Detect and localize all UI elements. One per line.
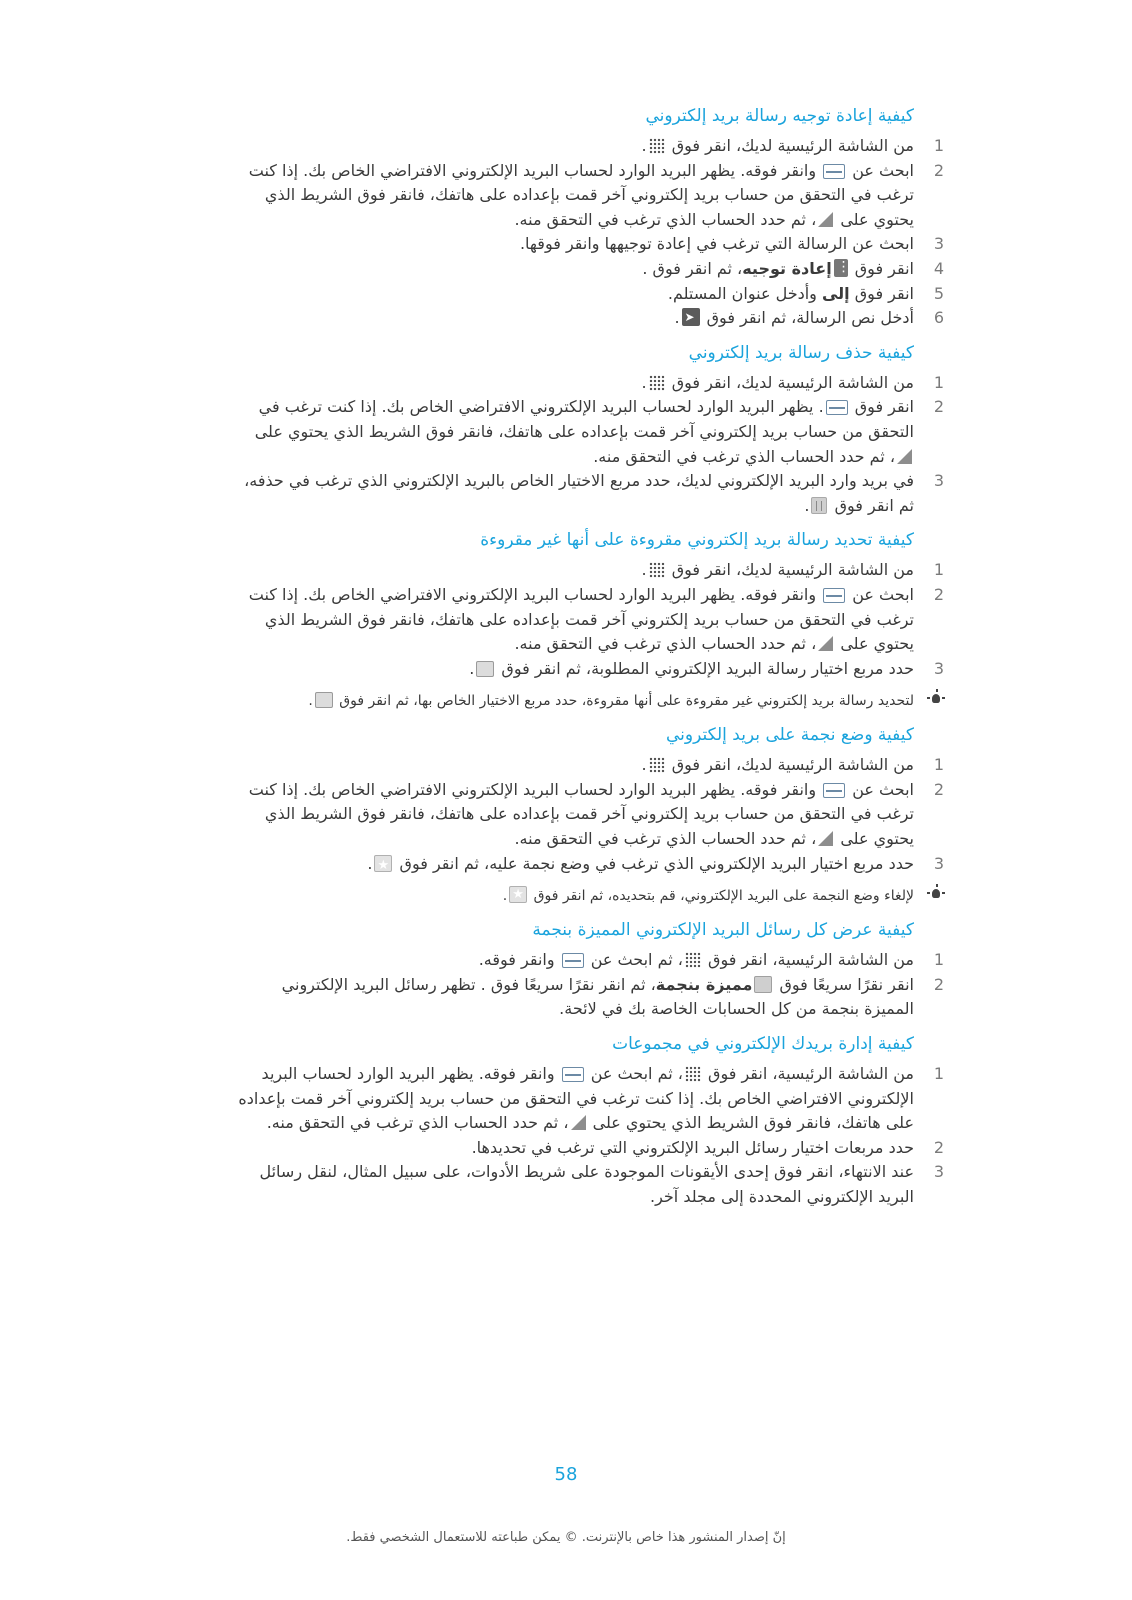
step-item [236, 852, 944, 877]
email-icon [823, 588, 845, 603]
step-text: لإلغاء وضع النجمة على البريد الإلكتروني، قم بتحديده، ثم انقر فوق [529, 888, 914, 905]
apps-grid-icon [649, 562, 665, 578]
triangle-icon [571, 1115, 586, 1130]
tip-note [218, 691, 914, 711]
step-list [236, 134, 944, 331]
step-item [236, 778, 944, 852]
step-item [236, 159, 944, 233]
step-text: ، ثم حدد الحساب الذي ترغب في التحقق منه. [514, 209, 817, 229]
lightbulb-icon [926, 689, 946, 709]
step-text: وانقر فوقه. [478, 950, 560, 970]
step-item [236, 371, 944, 396]
section-title: كيفية إدارة بريدك الإلكتروني في مجموعات [612, 1034, 914, 1055]
step-text: ابحث عن [847, 160, 914, 180]
step-number: 3 [933, 853, 944, 873]
step-text: وانقر فوقه. يظهر البريد الوارد لحساب البريد الإلكتروني الافتراضي الخاص بك. إذا كنت ترغب في التحقق من حساب بريد إلكتروني آخر قمت بإعداده على هاتفك، فانقر فوق الشريط الذي يحتوي على [248, 160, 914, 229]
step-text: . [641, 755, 647, 775]
email-icon [562, 953, 584, 968]
step-text: وانقر فوقه. يظهر البريد الوارد لحساب البريد الإلكتروني الافتراضي الخاص بك. إذا كنت ترغب في التحقق من حساب بريد إلكتروني آخر قمت بإعداده على هاتفك، فانقر فوق الشريط الذي يحتوي على [238, 1064, 914, 1133]
step-item [236, 1160, 944, 1209]
step-text: . [642, 258, 648, 278]
step-number: 2 [933, 160, 944, 180]
step-item [236, 558, 944, 583]
step-number: 2 [933, 584, 944, 604]
step-number: 3 [933, 234, 944, 254]
step-text: . تظهر رسائل البريد الإلكتروني المميزة بنجمة من كل الحسابات الخاصة بك في لائحة. [281, 974, 914, 1019]
step-text: وأدخل عنوان المستلم. [667, 283, 822, 303]
step-number: 3 [933, 1162, 944, 1182]
step-text: حدد مربع اختيار البريد الإلكتروني الذي ترغب في وضع نجمة عليه، ثم انقر فوق [394, 853, 914, 873]
howto-section [236, 528, 944, 681]
ui-label: إلى [821, 283, 850, 303]
step-list [236, 371, 944, 519]
howto-section [236, 104, 944, 331]
step-text: حدد مربعات اختيار رسائل البريد الإلكتروني التي ترغب في تحديدها. [471, 1137, 914, 1157]
apps-grid-icon [685, 1066, 701, 1082]
step-list [236, 558, 944, 681]
step-text: ، ثم حدد الحساب الذي ترغب في التحقق منه. [514, 634, 817, 654]
step-text: انقر فوق [849, 258, 914, 278]
step-list [236, 753, 944, 876]
step-text: من الشاشة الرئيسية، انقر فوق [702, 950, 914, 970]
step-number: 1 [933, 1064, 944, 1084]
step-text: . [641, 372, 647, 392]
step-number: 1 [933, 372, 944, 392]
step-number: 1 [933, 560, 944, 580]
howto-section [236, 918, 944, 1022]
apps-grid-icon [649, 757, 665, 773]
howto-section [236, 1032, 944, 1210]
section-title: كيفية تحديد رسالة بريد إلكتروني مقروءة على أنها غير مقروءة [480, 530, 914, 551]
step-number: 3 [933, 658, 944, 678]
step-item [236, 395, 944, 469]
step-item [236, 282, 944, 307]
step-item [236, 657, 944, 682]
section-title: كيفية إعادة توجيه رسالة بريد إلكتروني [645, 106, 914, 126]
footer-note: إنّ إصدار المنشور هذا خاص بالإنترنت. © يمكن طباعته للاستعمال الشخصي فقط. [346, 1530, 786, 1545]
star-off-icon [509, 886, 527, 903]
email-icon [826, 400, 848, 415]
step-item [236, 1062, 944, 1136]
step-item [236, 232, 944, 257]
step-text: وانقر فوقه. يظهر البريد الوارد لحساب البريد الإلكتروني الافتراضي الخاص بك. إذا كنت ترغب في التحقق من حساب بريد إلكتروني آخر قمت بإعداده على هاتفك، فانقر فوق الشريط الذي يحتوي على [248, 779, 914, 849]
email-icon [823, 164, 845, 179]
apps-grid-icon [649, 138, 665, 154]
triangle-icon [818, 831, 833, 846]
step-text: انقر فوق [849, 283, 914, 303]
step-text: ، ثم حدد الحساب الذي ترغب في التحقق منه. [514, 829, 817, 849]
page-number: 58 [554, 1464, 578, 1485]
step-number: 1 [933, 136, 944, 155]
step-item [236, 469, 944, 518]
step-text: من الشاشة الرئيسية لديك، انقر فوق [666, 136, 914, 155]
step-number: 1 [933, 950, 944, 970]
step-list [236, 1062, 944, 1210]
step-text: ، ثم انقر فوق [647, 258, 743, 278]
step-item [236, 134, 944, 159]
menu-icon [834, 259, 848, 277]
step-item [236, 948, 944, 973]
step-text: من الشاشة الرئيسية، انقر فوق [702, 1064, 914, 1084]
trash-icon [811, 497, 827, 514]
step-text: ، ثم انقر نقرًا سريعًا فوق [485, 974, 656, 994]
howto-section [236, 341, 944, 519]
envelope-icon [476, 661, 494, 677]
email-icon [562, 1067, 584, 1082]
lightbulb-icon [926, 884, 946, 904]
step-number: 3 [933, 471, 944, 491]
step-text: أدخل نص الرسالة، ثم انقر فوق [701, 308, 914, 328]
step-text: حدد مربع اختيار رسالة البريد الإلكتروني المطلوبة، ثم انقر فوق [496, 658, 914, 678]
step-number: 4 [933, 258, 944, 278]
step-number: 2 [933, 974, 944, 994]
triangle-icon [818, 636, 833, 651]
step-number: 2 [933, 779, 944, 799]
howto-section [236, 723, 944, 876]
step-item [236, 973, 944, 1022]
step-item [236, 753, 944, 778]
step-text: لتحديد رسالة بريد إلكتروني غير مقروءة على أنها مقروءة، حدد مربع الاختيار الخاص بها، ثم انقر فوق [334, 693, 914, 710]
apps-grid-icon [685, 952, 701, 968]
apps-grid-icon [649, 375, 665, 391]
step-text: . [367, 853, 373, 873]
section-title: كيفية عرض كل رسائل البريد الإلكتروني المميزة بنجمة [532, 920, 914, 941]
step-text: ، ثم ابحث عن [585, 950, 683, 970]
step-number: 2 [933, 1137, 944, 1157]
star-icon [374, 855, 392, 872]
step-number: 2 [933, 397, 944, 417]
step-text: . يظهر البريد الوارد لحساب البريد الإلكتروني الافتراضي الخاص بك. إذا كنت ترغب في التحقق من حساب بريد إلكتروني آخر قمت بإعداده على هاتفك، فانقر فوق الشريط الذي يحتوي على [254, 397, 914, 441]
ui-label: مميزة بنجمة [655, 974, 753, 994]
step-item [236, 1136, 944, 1161]
step-text: وانقر فوقه. يظهر البريد الوارد لحساب البريد الإلكتروني الافتراضي الخاص بك. إذا كنت ترغب في التحقق من حساب بريد إلكتروني آخر قمت بإعداده على هاتفك، فانقر فوق الشريط الذي يحتوي على [248, 584, 914, 654]
step-text: . [469, 658, 475, 678]
folder-icon [754, 976, 772, 993]
triangle-icon [897, 449, 912, 464]
page-content [236, 104, 944, 1220]
section-title: كيفية حذف رسالة بريد إلكتروني [688, 342, 914, 363]
step-text: . [804, 495, 810, 515]
step-item [236, 257, 944, 282]
step-text: انقر فوق [849, 397, 914, 417]
section-title: كيفية وضع نجمة على بريد إلكتروني [665, 725, 914, 746]
step-item [236, 306, 944, 331]
step-text: في بريد وارد البريد الإلكتروني لديك، حدد مربع الاختيار الخاص بالبريد الإلكتروني الذي ترغب في حذفه، ثم انقر فوق [244, 471, 914, 515]
tip-note [218, 886, 914, 906]
step-number: 6 [933, 308, 944, 328]
step-text: . [674, 308, 680, 328]
send-icon [682, 308, 700, 326]
step-text: من الشاشة الرئيسية لديك، انقر فوق [666, 560, 914, 580]
envelope-open-icon [315, 692, 333, 708]
step-text: . [308, 693, 313, 710]
step-text: انقر نقرًا سريعًا فوق [774, 974, 914, 994]
step-text: ابحث عن الرسالة التي ترغب في إعادة توجيهها وانقر فوقها. [519, 234, 914, 254]
email-icon [823, 783, 845, 798]
step-text: ابحث عن [847, 584, 914, 604]
step-list [236, 948, 944, 1022]
step-number: 5 [933, 283, 944, 303]
step-text: من الشاشة الرئيسية لديك، انقر فوق [666, 755, 914, 775]
ui-label: إعادة توجيه [742, 258, 832, 278]
step-text: من الشاشة الرئيسية لديك، انقر فوق [666, 372, 914, 392]
step-text: . [641, 560, 647, 580]
step-text: ، ثم ابحث عن [585, 1064, 683, 1084]
step-item [236, 583, 944, 657]
step-number: 1 [933, 755, 944, 775]
step-text: . [502, 888, 508, 905]
step-text: ، ثم حدد الحساب الذي ترغب في التحقق منه. [266, 1113, 569, 1133]
step-text: ، ثم حدد الحساب الذي ترغب في التحقق منه. [593, 446, 895, 466]
step-text: عند الانتهاء، انقر فوق إحدى الأيقونات الموجودة على شريط الأدوات، على سبيل المثال، لنقل رسائل البريد الإلكتروني المحددة إلى مجلد آخر. [259, 1162, 914, 1206]
step-text: ابحث عن [847, 779, 914, 799]
triangle-icon [818, 212, 833, 227]
step-text: . [641, 136, 647, 155]
